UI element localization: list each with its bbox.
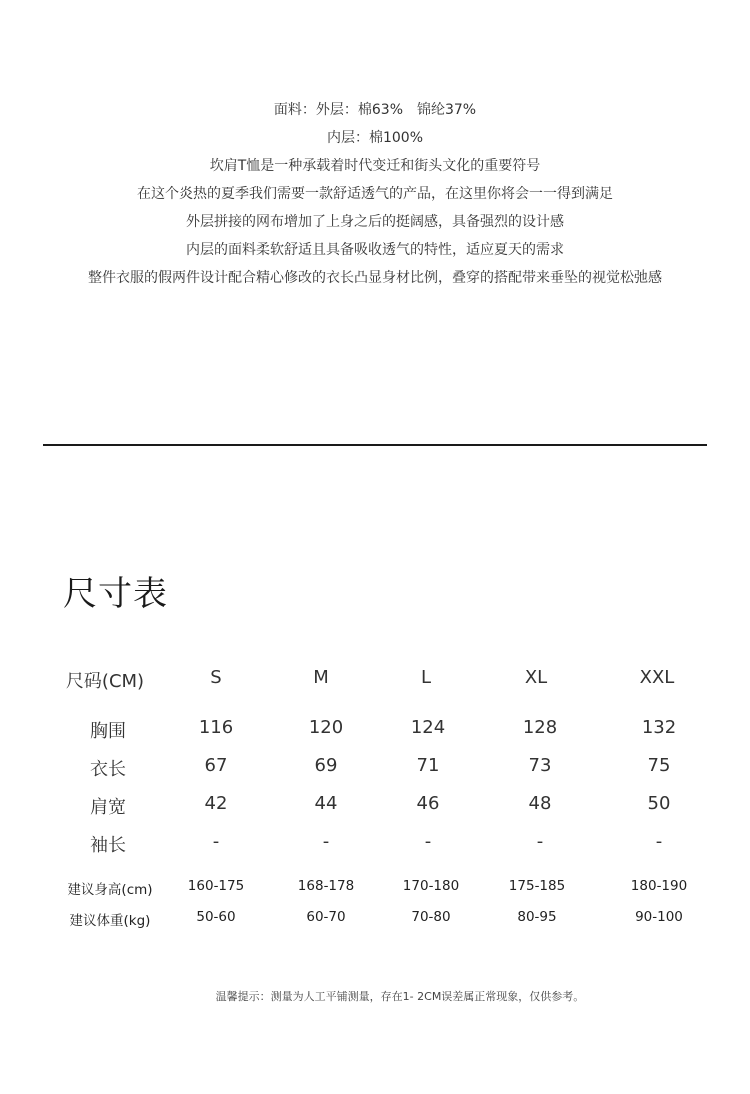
table-cell: 124	[410, 717, 446, 738]
description-line: 外层拼接的网布增加了上身之后的挺阔感，具备强烈的设计感	[186, 214, 564, 230]
size-header-s: S	[210, 667, 222, 688]
row-label-height: 建议身高(cm)	[67, 882, 153, 898]
row-label-shoulder: 肩宽	[90, 797, 126, 818]
description-line: 在这个炎热的夏季我们需要一款舒适透气的产品，在这里你将会一一得到满足	[137, 186, 613, 202]
size-header-xxl: XXL	[639, 667, 675, 688]
measurement-note: 温馨提示：测量为人工平铺测量，存在1- 2CM误差属正常现象，仅供参考。	[215, 990, 585, 1003]
product-description	[0, 96, 750, 292]
table-cell: 170-180	[402, 878, 460, 894]
size-header-m: M	[313, 667, 329, 688]
table-cell: -	[424, 831, 432, 852]
fabric-inner-line: 内层：棉100%	[326, 130, 424, 146]
size-header-l: L	[420, 667, 432, 688]
table-cell: 75	[647, 755, 671, 776]
description-line: 整件衣服的假两件设计配合精心修改的衣长凸显身材比例，叠穿的搭配带来垂坠的视觉松弛感	[88, 270, 662, 286]
description-line: 坎肩T恤是一种承载着时代变迁和街头文化的重要符号	[209, 158, 541, 174]
table-cell: 44	[314, 793, 338, 814]
table-cell: 42	[204, 793, 228, 814]
table-cell: 50-60	[196, 909, 236, 925]
row-label-chest: 胸围	[90, 721, 126, 742]
table-cell: 67	[204, 755, 228, 776]
row-label-length: 衣长	[90, 759, 126, 780]
description-line: 内层的面料柔软舒适且具备吸收透气的特性，适应夏天的需求	[186, 242, 564, 258]
table-cell: 48	[528, 793, 552, 814]
table-cell: 132	[641, 717, 677, 738]
table-cell: 50	[647, 793, 671, 814]
table-cell: -	[536, 831, 544, 852]
size-header-xl: XL	[524, 667, 548, 688]
table-cell: 69	[314, 755, 338, 776]
table-cell: -	[212, 831, 220, 852]
fabric-outer-line: 面料：外层：棉63% 锦纶37%	[273, 102, 477, 118]
section-divider	[43, 444, 707, 446]
table-cell: 60-70	[306, 909, 346, 925]
table-cell: 180-190	[630, 878, 688, 894]
row-label-sleeve: 袖长	[90, 835, 126, 856]
table-cell: 128	[522, 717, 558, 738]
size-chart-title: 尺寸表	[63, 574, 168, 614]
table-cell: 116	[198, 717, 234, 738]
table-cell: 73	[528, 755, 552, 776]
row-label-weight: 建议体重(kg)	[69, 913, 151, 929]
table-cell: 160-175	[187, 878, 245, 894]
table-cell: -	[655, 831, 663, 852]
table-cell: 80-95	[517, 909, 557, 925]
table-cell: 46	[416, 793, 440, 814]
table-cell: 168-178	[297, 878, 355, 894]
table-cell: 175-185	[508, 878, 566, 894]
table-cell: 70-80	[411, 909, 451, 925]
table-cell: 120	[308, 717, 344, 738]
table-cell: -	[322, 831, 330, 852]
size-header-label: 尺码(CM)	[65, 671, 145, 692]
table-cell: 71	[416, 755, 440, 776]
table-cell: 90-100	[635, 909, 683, 925]
